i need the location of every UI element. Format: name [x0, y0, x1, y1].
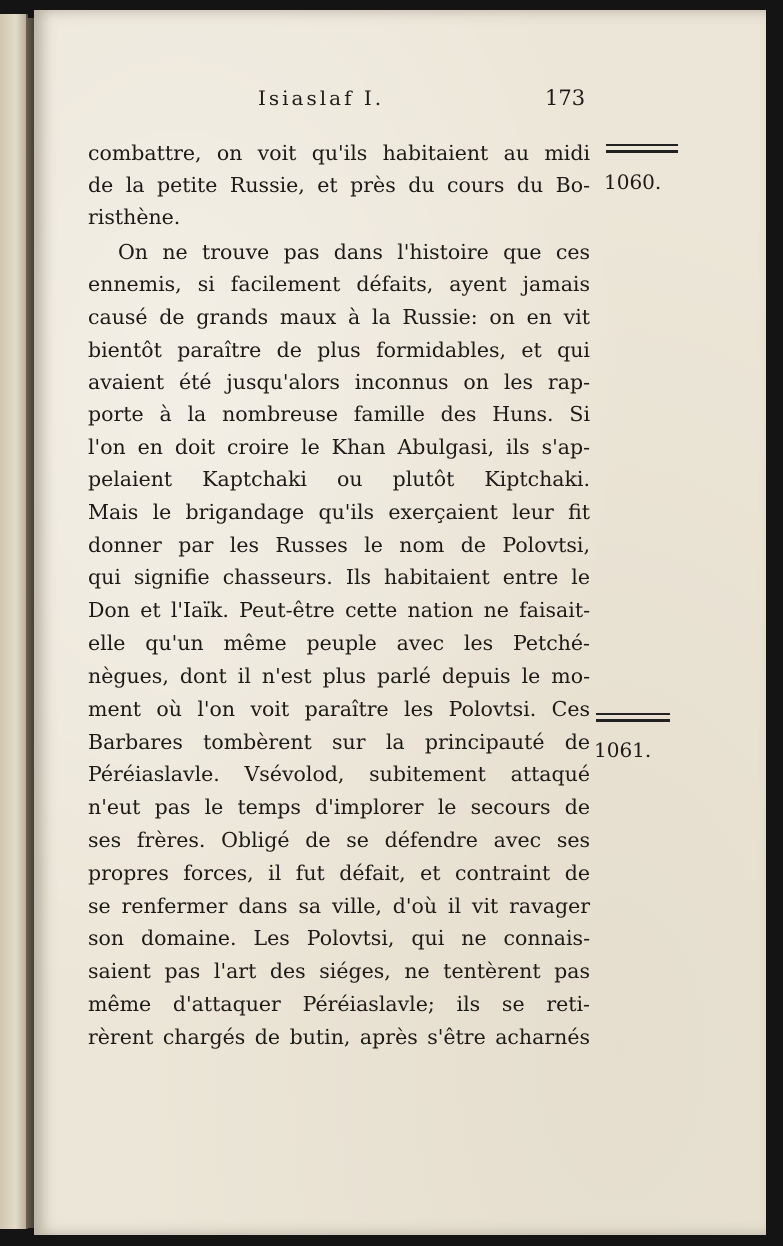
text-line: pelaient Kaptchaki ou plutôt Kiptchaki. [88, 467, 590, 491]
previous-page-edge [0, 14, 28, 1229]
text-line: ment où l'on voit paraître les Polovtsi. Ces [88, 697, 590, 721]
text-line: elle qu'un même peuple avec les Petché- [88, 631, 590, 655]
text-line: Péréiaslavle. Vsévolod, subitement attaqué [88, 762, 590, 786]
text-line: qui signifie chasseurs. Ils habitaient entre le [88, 565, 590, 589]
text-line: de la petite Russie, et près du cours du Bo- [88, 173, 590, 197]
margin-year-note: 1060. [604, 170, 662, 194]
text-line: Barbares tombèrent sur la principauté de [88, 730, 590, 754]
page-number: 173 [545, 86, 586, 110]
text-line: On ne trouve pas dans l'histoire que ces [118, 240, 590, 264]
text-line: n'eut pas le temps d'implorer le secours de [88, 795, 590, 819]
text-line: son domaine. Les Polovtsi, qui ne connais- [88, 926, 590, 950]
text-line: porte à la nombreuse famille des Huns. Si [88, 402, 590, 426]
text-line: même d'attaquer Péréiaslavle; ils se reti- [88, 992, 590, 1016]
text-line: l'on en doit croire le Khan Abulgasi, ils s'ap- [88, 435, 590, 459]
text-line: bientôt paraître de plus formidables, et qui [88, 338, 590, 362]
text-line: causé de grands maux à la Russie: on en vit [88, 305, 590, 329]
text-line: saient pas l'art des siéges, ne tentèrent pas [88, 959, 590, 983]
margin-year-note: 1061. [594, 738, 652, 762]
text-line: se renfermer dans sa ville, d'où il vit ravager [88, 894, 590, 918]
margin-rule [606, 144, 678, 146]
text-line: nègues, dont il n'est plus parlé depuis le mo- [88, 664, 590, 688]
text-line: ses frères. Obligé de se défendre avec ses [88, 828, 590, 852]
running-head: Isiaslaf I. [258, 86, 385, 110]
text-line: Don et l'Iaïk. Peut-être cette nation ne faisait- [88, 598, 590, 622]
text-line: avaient été jusqu'alors inconnus on les rap- [88, 370, 590, 394]
text-line: propres forces, il fut défait, et contraint de [88, 861, 590, 885]
text-line: donner par les Russes le nom de Polovtsi, [88, 533, 590, 557]
text-line: combattre, on voit qu'ils habitaient au midi [88, 141, 590, 165]
text-line: risthène. [88, 205, 181, 229]
margin-rule [596, 713, 670, 715]
text-line: rèrent chargés de butin, après s'être acharnés [88, 1025, 590, 1049]
text-line: Mais le brigandage qu'ils exerçaient leur fit [88, 500, 590, 524]
text-line: ennemis, si facilement défaits, ayent jamais [88, 272, 590, 296]
